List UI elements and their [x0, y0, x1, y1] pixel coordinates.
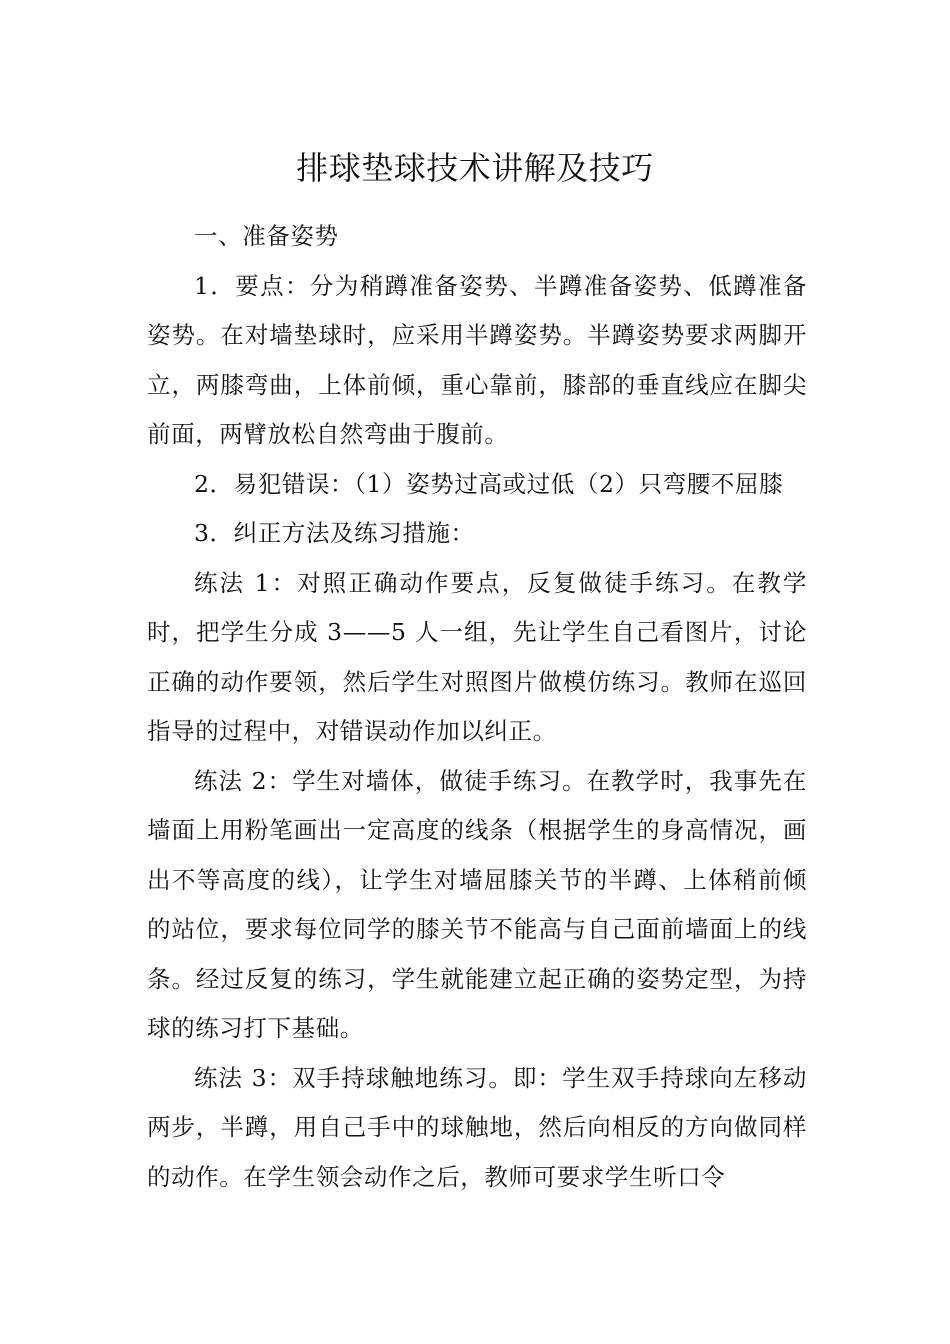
paragraph-drill-3: 练法 3：双手持球触地练习。即：学生双手持球向左移动两步，半蹲，用自己手中的球触地，然后向相反的方向做同样的动作。在学生领会动作之后，教师可要求学生听口令: [147, 1063, 807, 1191]
document-title: 排球垫球技术讲解及技巧: [296, 149, 654, 187]
paragraph-common-errors: 2．易犯错误：（1）姿势过高或过低（2）只弯腰不屈膝: [194, 469, 784, 498]
document-body: [147, 212, 807, 1202]
section-heading-preparation: 一、准备姿势: [194, 222, 339, 250]
paragraph-correction-methods: 3．纠正方法及练习措施：: [194, 519, 475, 547]
paragraph-key-points: 1．要点：分为稍蹲准备姿势、半蹲准备姿势、低蹲准备姿势。在对墙垫球时，应采用半蹲姿势。半蹲姿势要求两脚开立，两膝弯曲，上体前倾，重心靠前，膝部的垂直线应在脚尖前面，两臂放松自然弯曲于腹前。: [147, 271, 807, 448]
paragraph-drill-2: 练法 2：学生对墙体，做徒手练习。在教学时，我事先在墙面上用粉笔画出一定高度的线条（根据学生的身高情况，画出不等高度的线），让学生对墙屈膝关节的半蹲、上体稍前倾的站位，要求每位同学的膝关节不能高与自己面前墙面上的线条。经过反复的练习，学生就能建立起正确的姿势定型，为持球的练习打下基础。: [147, 766, 807, 1042]
paragraph-drill-1: 练法 1：对照正确动作要点，反复做徒手练习。在教学时，把学生分成 3——5 人一组，先让学生自己看图片，讨论正确的动作要领，然后学生对照图片做模仿练习。教师在巡回指导的过程中，对错误动作加以纠正。: [147, 568, 807, 745]
